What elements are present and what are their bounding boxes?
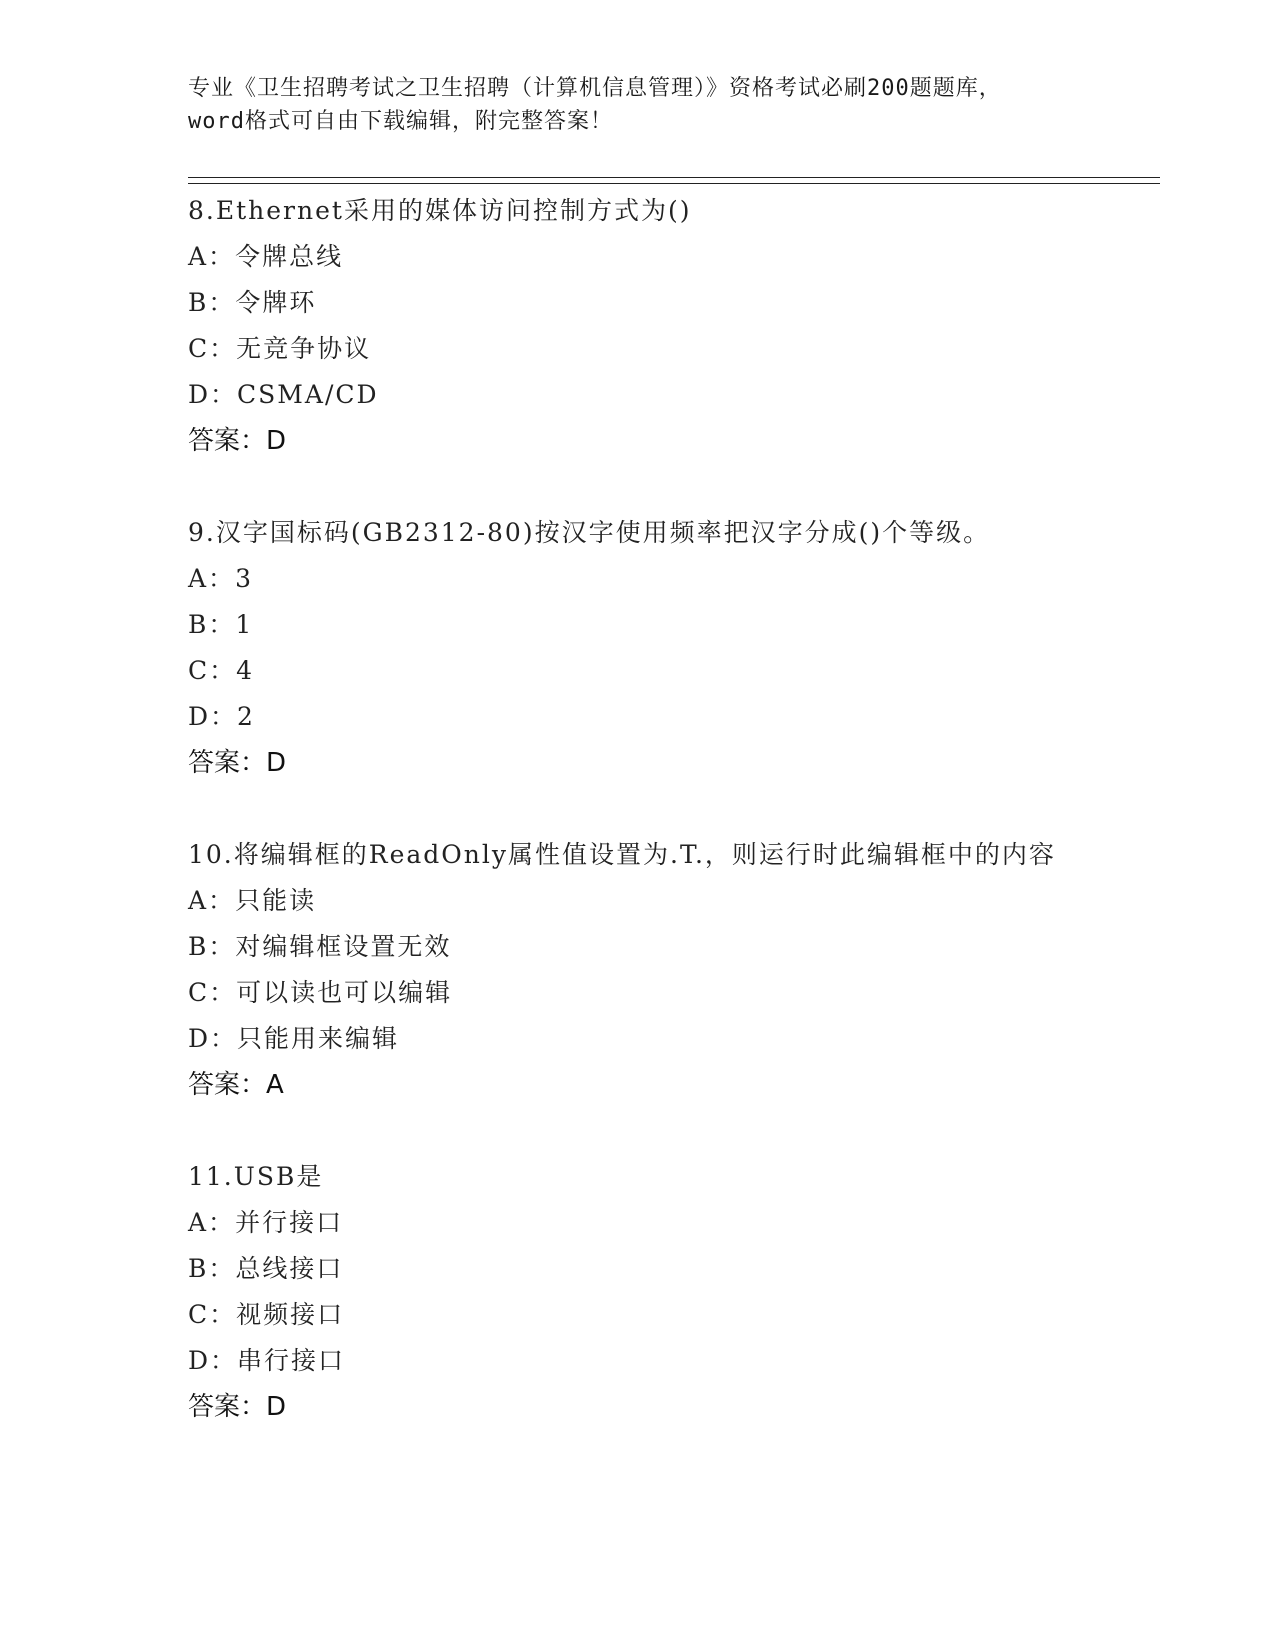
option-c <box>188 970 1088 1016</box>
question-text: 10.将编辑框的ReadOnly属性值设置为.T.，则运行时此编辑框中的内容 <box>188 840 1056 869</box>
answer-line: 答案：D <box>188 1392 287 1422</box>
option-key: A： <box>188 1208 236 1237</box>
option-key: C： <box>188 656 237 685</box>
option-text: 1 <box>235 610 254 639</box>
option-text: 4 <box>236 656 255 685</box>
option-key: D： <box>188 702 238 731</box>
answer-line: 答案：D <box>188 426 287 456</box>
option-key: B： <box>188 288 236 317</box>
option-b <box>188 1246 1088 1292</box>
option-key: D： <box>188 1024 238 1053</box>
question-8 <box>188 188 1088 464</box>
option-c <box>188 326 1088 372</box>
option-key: C： <box>188 1300 237 1329</box>
option-d <box>188 1016 1088 1062</box>
answer-line: 答案：D <box>188 748 287 778</box>
question-text: 11.USB是 <box>188 1162 324 1191</box>
option-a <box>188 878 1088 924</box>
header-divider-top <box>188 177 1160 178</box>
option-key: D： <box>188 1346 238 1375</box>
option-text: 可以读也可以编辑 <box>236 978 453 1007</box>
option-text: 总线接口 <box>235 1254 344 1283</box>
option-b <box>188 602 1088 648</box>
option-text: 令牌环 <box>235 288 317 317</box>
option-text: 3 <box>235 564 253 593</box>
question-10 <box>188 832 1088 1108</box>
answer-line: 答案：A <box>188 1070 284 1100</box>
option-d <box>188 372 1088 418</box>
option-text: 只能读 <box>235 886 317 915</box>
option-key: B： <box>188 932 236 961</box>
option-key: A： <box>188 564 236 593</box>
option-key: B： <box>188 1254 236 1283</box>
option-text: 串行接口 <box>237 1346 346 1375</box>
question-text: 9.汉字国标码(GB2312-80)按汉字使用频率把汉字分成()个等级。 <box>188 518 991 547</box>
option-key: A： <box>188 242 236 271</box>
option-a <box>188 556 1088 602</box>
option-text: 并行接口 <box>235 1208 344 1237</box>
option-key: C： <box>188 978 237 1007</box>
document-header <box>188 72 1088 138</box>
option-a <box>188 234 1088 280</box>
option-text: 视频接口 <box>236 1300 345 1329</box>
option-d <box>188 1338 1088 1384</box>
option-key: A： <box>188 886 236 915</box>
option-b <box>188 924 1088 970</box>
option-text: CSMA/CD <box>237 380 379 409</box>
option-a <box>188 1200 1088 1246</box>
option-text: 无竞争协议 <box>236 334 372 363</box>
option-c <box>188 648 1088 694</box>
question-11 <box>188 1154 1088 1430</box>
option-text: 对编辑框设置无效 <box>235 932 452 961</box>
option-key: D： <box>188 380 238 409</box>
header-line-2: word格式可自由下载编辑，附完整答案！ <box>188 109 613 134</box>
question-text: 8.Ethernet采用的媒体访问控制方式为() <box>188 196 692 225</box>
option-c <box>188 1292 1088 1338</box>
header-divider-bottom <box>188 183 1160 184</box>
header-line-1: 专业《卫生招聘考试之卫生招聘（计算机信息管理）》资格考试必刷200题题库， <box>188 76 1002 101</box>
question-list <box>188 188 1088 1476</box>
option-text: 2 <box>237 702 255 731</box>
option-key: B： <box>188 610 236 639</box>
option-key: C： <box>188 334 237 363</box>
question-9 <box>188 510 1088 786</box>
option-b <box>188 280 1088 326</box>
option-d <box>188 694 1088 740</box>
option-text: 只能用来编辑 <box>237 1024 400 1053</box>
option-text: 令牌总线 <box>235 242 344 271</box>
